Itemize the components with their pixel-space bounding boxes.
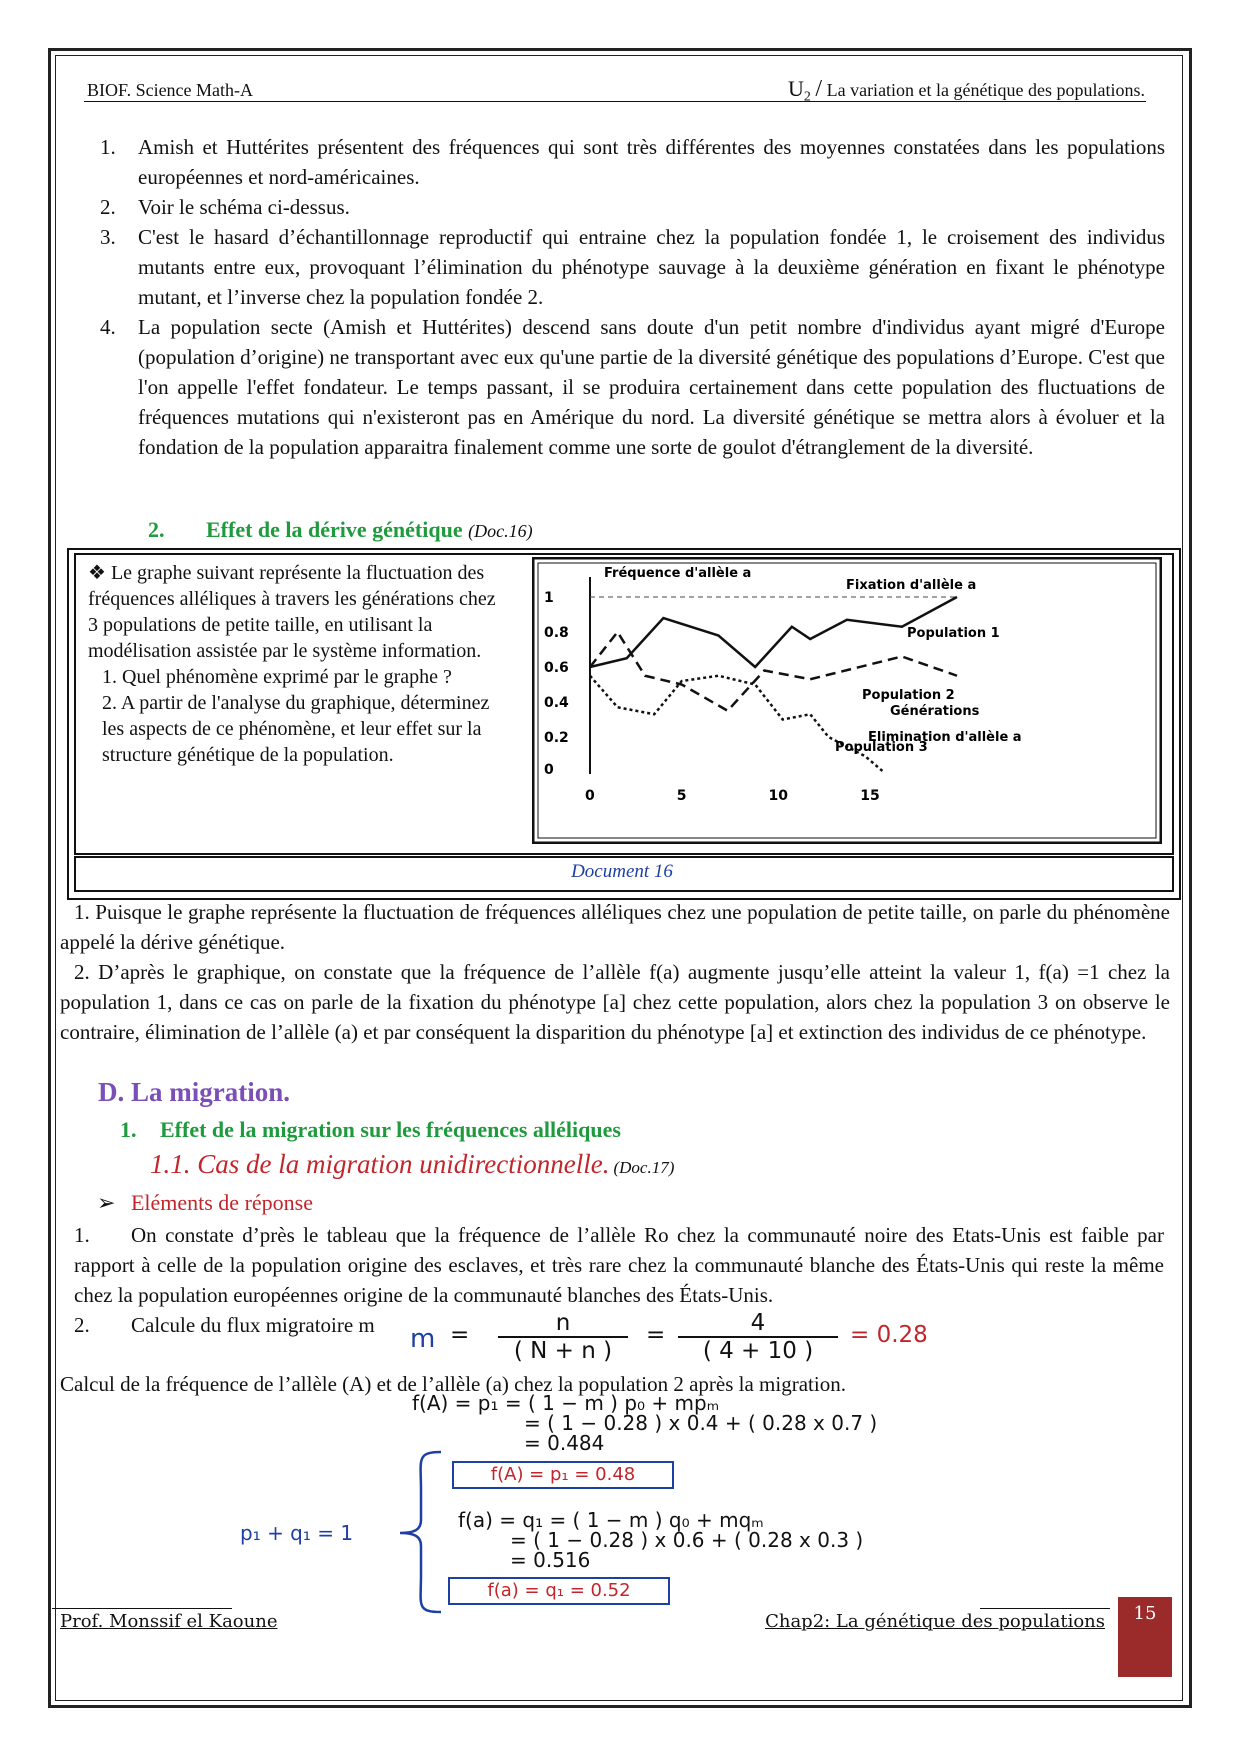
- list-item: 1. Puisque le graphe représente la fluctuation de fréquences alléliques chez une population de petite taille, on parle du phénomène appelé la dérive génétique.: [60, 900, 1170, 954]
- section-heading-migration: D. La migration.: [98, 1077, 290, 1107]
- doc16-answers: [60, 897, 1170, 1047]
- header-left: BIOF. Science Math-A: [87, 80, 254, 100]
- footer-rule-right: [980, 1608, 1110, 1609]
- bullet-icon: ❖: [88, 562, 106, 584]
- doc-question-2-first: 2. A partir de l'analyse du graphique, déterminez les aspects de ce phénomène, et leur effet sur la structure génétique de la population.: [102, 692, 490, 766]
- list-item: 3. C'est le hasard d’échantillonnage reproductif qui entraine chez la population fondée 1, le croisement des individus mutants entre eux, provoquant l’élimination du phénotype sauvage à la deuxième génération en fixant le phénotype mutant, et l’inverse chez la population fondée 2.: [100, 225, 1165, 309]
- series-label: Population 1: [907, 626, 1000, 641]
- calc-fA: f(A) = p₁ = ( 1 − m ) p₀ + mpₘ = ( 1 − 0.28 ) x 0.4 + ( 0.28 x 0.7 ) = 0.484: [412, 1391, 878, 1455]
- migration-flux-formula: m = n ( N + n ) = 4 ( 4 + 10 ) = 0.28: [410, 1310, 928, 1364]
- calc-intro: Calcul de la fréquence de l’allèle (A) et de l’allèle (a) chez la population 2 après la migration.: [60, 1372, 846, 1396]
- y-tick-label: 0.4: [544, 695, 569, 711]
- list-item: 1. Amish et Huttérites présentent des fréquences qui sont très différentes des moyennes constatées dans les populations européennes et nord-américaines.: [100, 135, 1165, 189]
- y-tick-label: 0: [544, 762, 554, 778]
- header-rule: [84, 101, 1146, 102]
- x-tick-label: 10: [768, 788, 788, 804]
- series-label: Population 3: [835, 740, 928, 755]
- list-item: 1. On constate d’près le tableau que la fréquence de l’allèle Ro chez la communauté noire des Etats-Unis est faible par rapport à celle de la population origine des esclaves, et très rare chez la communauté blanche des États-Unis qui reste la même chez la population européennes origine de la communauté blanches des États-Unis.: [74, 1223, 1164, 1307]
- elements-heading: ➢ Eléments de réponse: [97, 1190, 313, 1215]
- unit-label: U: [788, 76, 804, 101]
- section-heading-derive: 2. Effet de la dérive génétique (Doc.16): [148, 517, 533, 542]
- subsection-heading: 1. Effet de la migration sur les fréquences alléliques: [120, 1117, 621, 1142]
- list-item: 2. Voir le schéma ci-dessus.: [100, 195, 350, 219]
- y-tick-label: 0.2: [544, 730, 569, 746]
- chart-frame: [533, 558, 1161, 843]
- list-item: 2. D’après le graphique, on constate que la fréquence de l’allèle f(a) augmente jusqu’elle atteint la valeur 1, f(a) =1 chez la population 1, dans ce cas on parle de la fixation du phénotype [a] chez cette population, alors chez la population 3 on observe le contraire, élimination de l’allèle (a) et par conséquent la disparition du phénotype [a] et extinction des individus de ce phénotype.: [60, 960, 1170, 1044]
- y-tick-label: 0.8: [544, 625, 569, 641]
- doc-question-1: 1. Quel phénomène exprimé par le graphe ?: [102, 666, 452, 688]
- answers-top: [100, 132, 1165, 462]
- page-number: 15: [1118, 1597, 1172, 1677]
- result-box-fa: f(a) = q₁ = 0.52: [448, 1577, 670, 1605]
- y-tick-label: 1: [544, 590, 554, 606]
- header-title: La variation et la génétique des populations.: [826, 80, 1145, 100]
- migration-answers: [74, 1220, 1164, 1310]
- series-label: Population 2: [862, 688, 955, 703]
- footer-chapter: Chap2: La génétique des populations: [765, 1611, 1105, 1632]
- document-caption: Document 16: [571, 861, 673, 882]
- sum-equation: p₁ + q₁ = 1: [240, 1521, 354, 1545]
- arrow-icon: ➢: [97, 1190, 116, 1215]
- x-axis-label: Générations: [890, 704, 980, 719]
- list-item: 4. La population secte (Amish et Huttérites) descend sans doute d'un petit nombre d'individus ayant migré d'Europe (population d’origine) ne transportant avec eux qu'une partie de la diversité génétique des populations d’Europe. C'est que l'on appelle l'effet fondateur. Le temps passant, il se produira certainement dans cette population des fluctuations de fréquences mutations qui n'existeront pas en Amérique du nord. La diversité génétique se mettra alors à évoluer et la fondation de la population apparaitra finalement comme une sorte de goulot d'étranglement de la diversité.: [100, 315, 1165, 459]
- fixation-label: Fixation d'allèle a: [846, 578, 977, 593]
- x-tick-label: 0: [585, 788, 595, 804]
- calc-fa: f(a) = q₁ = ( 1 − m ) q₀ + mqₘ = ( 1 − 0.28 ) x 0.6 + ( 0.28 x 0.3 ) = 0.516: [458, 1508, 864, 1572]
- curly-brace-icon: [396, 1450, 446, 1615]
- x-tick-label: 15: [860, 788, 880, 804]
- x-tick-label: 5: [676, 788, 687, 804]
- footer-rule-left: [52, 1608, 232, 1609]
- y-tick-label: 0.6: [544, 660, 569, 676]
- footer-author: Prof. Monssif el Kaoune: [60, 1611, 278, 1632]
- allele-frequency-chart: [532, 557, 1162, 844]
- subsubsection-heading: 1.1. Cas de la migration unidirectionnelle. (Doc.17): [150, 1149, 675, 1179]
- unit-number: 2: [803, 89, 811, 105]
- doc-intro: ❖ Le graphe suivant représente la fluctuation des fréquences alléliques à travers les générations chez 3 populations de petite taille, en utilisant la modélisation assistée par le système information.: [88, 562, 496, 662]
- elimination-label: Elimination d'allèle a: [868, 730, 1022, 745]
- header-separator: /: [815, 76, 823, 102]
- list-item: 2. Calcule du flux migratoire m: [74, 1313, 375, 1337]
- result-box-fA: f(A) = p₁ = 0.48: [452, 1461, 674, 1489]
- y-axis-label: Fréquence d'allèle a: [604, 566, 752, 581]
- document-16-text: [88, 560, 508, 768]
